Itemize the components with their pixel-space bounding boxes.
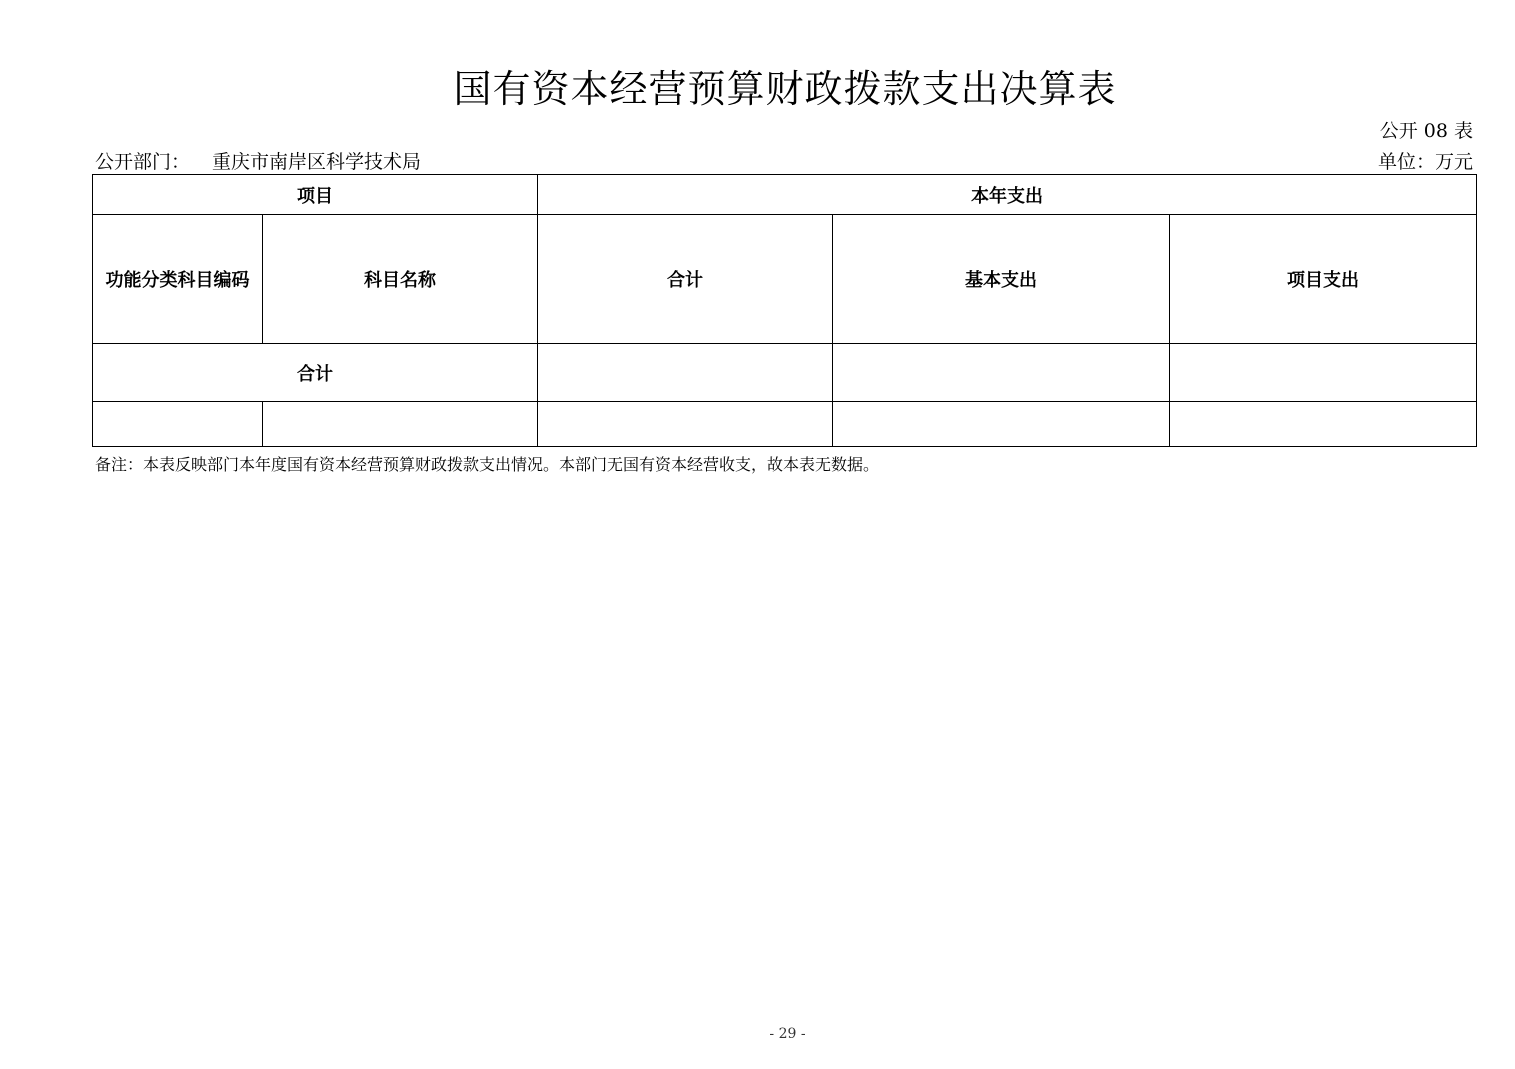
table-cell <box>538 402 833 447</box>
header-total: 合计 <box>538 215 833 344</box>
expenditure-table <box>92 174 1477 447</box>
total-row <box>93 344 1477 402</box>
table-note: 备注：本表反映部门本年度国有资本经营预算财政拨款支出情况。本部门无国有资本经营收支，故本表无数据。 <box>95 455 880 474</box>
department-line <box>95 147 421 174</box>
table-cell <box>93 402 263 447</box>
header-current-year-expenditure: 本年支出 <box>538 175 1477 215</box>
table-cell <box>1170 402 1477 447</box>
page-title: 国有资本经营预算财政拨款支出决算表 <box>453 67 1117 111</box>
total-row-project <box>1170 344 1477 402</box>
department-label: 公开部门： <box>95 151 191 173</box>
page-number: - 29 - <box>769 1026 806 1042</box>
table-cell <box>263 402 538 447</box>
header-project-expenditure: 项目支出 <box>1170 215 1477 344</box>
total-row-basic <box>833 344 1170 402</box>
header-function-code: 功能分类科目编码 <box>93 215 263 344</box>
total-row-label: 合计 <box>93 344 538 402</box>
table-header-row <box>93 175 1477 215</box>
table-subheader-row <box>93 215 1477 344</box>
header-subject-name: 科目名称 <box>263 215 538 344</box>
header-project: 项目 <box>93 175 538 215</box>
header-basic-expenditure: 基本支出 <box>833 215 1170 344</box>
unit-label: 单位：万元 <box>1377 151 1473 173</box>
table-row <box>93 402 1477 447</box>
department-name: 重庆市南岸区科学技术局 <box>212 151 422 173</box>
table-cell <box>833 402 1170 447</box>
total-row-total <box>538 344 833 402</box>
form-number: 公开 08 表 <box>1379 120 1473 142</box>
